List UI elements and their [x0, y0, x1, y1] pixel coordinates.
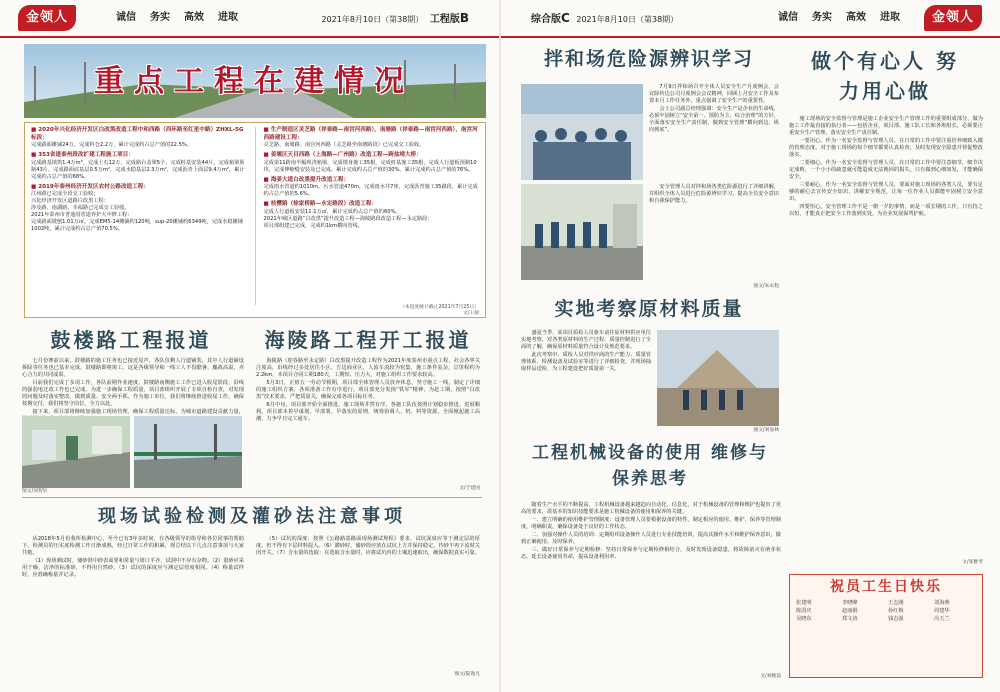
- project-item: ■ 2019年泰州经济开发区农村公路改造工程： 江州路已完成全段交工验收； 兴化经济开发区道路白改黑工程： 涉及路、南湖路、幸福路已完成交工验收。 2021年泰州市普通国省道养护大中修工程： 完成路面铣刨1.01万㎡，完成EM5-14摊铺约120吨，sup-20摊铺约6349吨，完成水稳摊铺1002吨，累计完成约占总产值70.5%。: [31, 184, 247, 234]
- project-line: 灵芝路、南塘路、南宫河西路（灵芝路至南塘路段）已完成交工验收。: [263, 142, 425, 149]
- section-letter: C: [561, 10, 570, 25]
- article3-title: 现场试验检测及灌砂法注意事项: [98, 505, 406, 527]
- article3-title-bar: [519, 294, 779, 326]
- birthday-name: 吴晓东: [796, 615, 812, 622]
- paragraph: 四要恒心。安全管理工作不是一朝一夕的事情，而是一项长期的工作，只有持之以恒，才能真正把安全工作落到实处，为企业发展保驾护航。: [789, 204, 983, 218]
- page-c: [501, 0, 1000, 692]
- date-issue: 2021年8月10日（第38期）: [576, 14, 679, 24]
- birthday-name: 郑文涛: [842, 615, 858, 622]
- article2-title-bar: [256, 324, 480, 356]
- projects-right-col: [264, 127, 480, 305]
- paragraph: 从2018年5月份我所检测中心，至今已有3年多时间，在各级领导的指导和各位同事的帮助下，检测员的压实度检测工作日渐成熟，经过日常工作的积累，现总结以下几点注意事项与大家共勉。: [22, 536, 244, 557]
- paragraph: 6月中旬，项目部开始全面推进，施工现场井然有序，各施工队伍按照计划稳步推进，进展顺利。项目部本着早谋划、早部署、早落实的原则，统筹协调人、机、料等资源，全面掀起施工高潮，力争早日完工通车。: [256, 402, 480, 423]
- paragraph: 接下来，项目部将继续加强施工现场管理，确保工程质量达标，为城市道路建设贡献力量，: [32, 409, 244, 416]
- project-item: ■ 生产制造区灵芝路（祥泰路—南宫河西路），南塘路（祥泰路—南宫河西路），南宫河西路建设工程： 灵芝路、南塘路、南宫河西路（灵芝路至南塘路段）已完成交工验收。: [263, 127, 478, 149]
- birthday-name: 张建明: [796, 599, 812, 606]
- projects-left-col: [31, 127, 247, 305]
- project-line: 江州路已完成全段交工验收；: [31, 191, 99, 198]
- paragraph: 施工现场的安全监督与管理是施工企业安全生产管理工作的重要组成部分，做为施工工作最直接的执行者——包括企业、项目部、施工队工长和各班组长，必须要注重安全生产管理，落实安全生产责任制。: [789, 116, 983, 137]
- article1-photo-credit: 图文/刘智轩: [22, 489, 48, 494]
- birthday-name: 周建华: [934, 607, 950, 614]
- banner: [24, 44, 486, 118]
- article1-photo: [521, 84, 643, 180]
- article1-photo-1: [22, 416, 130, 488]
- article1-photo-2: [521, 184, 643, 280]
- article3-credit: 图文/刘加林: [753, 428, 779, 433]
- motto-item: 务实: [811, 12, 832, 24]
- date-issue: 2021年8月10日（第38期）: [321, 14, 424, 24]
- paragraph: 5月3日，正值五一劳动节假期，项目部全体管理人员放弃休息，坚守施工一线，制定了详细的施工组织方案，各项准备工作有序进行。项目部充分发扬“铁军”精神，为赶工期，按照“白改黑”技术要求，严把质量关，确保完成各项目标任务。: [256, 380, 480, 401]
- birthday-title: 祝员工生日快乐: [830, 579, 942, 595]
- article2-credit: 文/张雅琴: [962, 560, 983, 565]
- paragraph: （1）现场测试时，储砂筒中砂表面要和常量与筒口平齐，试洞中不应有杂物。（2）量砂应采用干燥、洁净的标准砂，不得用自然砂。（3）试坑的深度应与测定层厚度相同。（4）称量试样时，应准确称量并记录。: [22, 558, 244, 579]
- birthday-name: 刘海燕: [934, 599, 950, 606]
- article1-title: 鼓楼路工程报道: [50, 327, 212, 352]
- article4-title: 工程机械设备的使用 维修与保养思考: [532, 443, 768, 489]
- article3-body-left: [22, 536, 244, 676]
- birthday-name: 冯玉兰: [934, 615, 950, 622]
- birthday-name: 陈国庆: [796, 607, 812, 614]
- project-line: 完成人行道板安装11.1万㎡，累计完成约占总产值的60%。: [263, 208, 401, 215]
- project-line: 兴化经济开发区道路白改黑工程：: [31, 198, 109, 205]
- article1-body-2: [649, 184, 779, 280]
- masthead-left: [0, 0, 499, 38]
- article1-body: [22, 358, 244, 414]
- project-title: 2019年泰州经济开发区农村公路改造工程：: [38, 183, 149, 190]
- motto: [116, 11, 238, 25]
- project-item: ■ 2020年兴化经济开发区白改黑改造工程中和西路（西环路至红星中路）ZHXL-5G标段： 完成路面摊铺24万，完成料仓2.2万，累计完成约占总产值的22.5%。: [31, 127, 247, 149]
- motto-item: 进取: [218, 12, 239, 24]
- project-title: 生产制造区灵芝路（祥泰路—南宫河西路），南塘路（祥泰路—南宫河西路），南宫河西路建设工程：: [263, 127, 478, 141]
- article3-title: 实地考察原材料质量: [554, 298, 744, 321]
- birthday-name: 孙红梅: [888, 607, 904, 614]
- article1-credit: 图文/朱永程: [753, 284, 779, 289]
- project-line: 完成路面摊铺24万，完成料仓2.2万，累计完成约占总产值的22.5%。: [31, 142, 193, 149]
- birthday-names: [790, 597, 982, 626]
- article3-photo: [657, 330, 779, 426]
- birthday-name: 钱志强: [888, 615, 904, 622]
- article2-title: 海陵路工程开工报道: [264, 327, 472, 352]
- motto-item: 诚信: [116, 12, 137, 24]
- paragraph: （5）试坑的深度：按照《公路路基路面现场测试规程》要求，试坑深度应等于测定层的厚度，但不得有下层材料混入。（6）灌砂时，储砂筒应放在试坑上方并保持稳定，待砂不再下流时关闭开关。（7）含水量的选取：在选取含水量时，应将试坑内的土壤迅速取出，确保数据真实可靠。: [256, 536, 480, 557]
- article1-title-bar: [20, 324, 242, 356]
- article2-body: [256, 358, 480, 484]
- article3-body: [521, 330, 651, 426]
- article3-credit: 图文/陆逸凡: [454, 672, 480, 677]
- article4-body: [521, 502, 781, 672]
- project-title: 2020年兴化经济开发区白改黑改造工程中和西路（西环路至红星中路）ZHXL-5G标段：: [31, 127, 244, 141]
- project-title: 海姜大道白改黑提升改造工程：: [270, 176, 350, 183]
- edition-info: [321, 10, 469, 27]
- paragraph: 三要耐心。作为一名安全监督与管理人员，要面对施工现场的各类人员，要有足够的耐心去宣传安全知识、讲解安全规范，让每一位作业人员都能牢固树立安全意识。: [789, 182, 983, 203]
- motto-item: 高效: [845, 12, 866, 24]
- paragraph: 会上公司副总经理强调：安全生产是企业的生命线，必须牢固树立“安全第一、预防为主、综合治理”的方针，全面落实安全生产责任制，做到安全管理“横向到边、纵向到底”。: [649, 106, 779, 134]
- project-title: 姜堰区天目西路（上海路—广州路）改造工程—跨盐靖大桥：: [270, 152, 422, 159]
- motto: [778, 11, 900, 25]
- article2-title: 做个有心人 努力用心做: [811, 49, 959, 103]
- article1-photo-2: [134, 416, 242, 488]
- birthday-name: 王志刚: [888, 599, 904, 606]
- project-item: ■ 姜堰区天目西路（上海路—广州路）改造工程—跨盐靖大桥： 完成第11跨南半幅现浇箱梁，完成墩身施工35根，完成桩基施工35根，完成人行道板预制10块，完成伸缩缝安装及已完成，累计完成约占总产值的30%。累计完成约占总产值的76%。: [264, 152, 480, 174]
- paragraph: 盛夏当季，某项目质检人员驱车前往原材料供应单位实地考察，对各类原材料的生产过程、质量控制进行了全面的了解，确保原材料质量符合设计及规范要求。: [521, 330, 651, 351]
- article3-title-bar: [22, 502, 482, 532]
- article2-title-block: [787, 46, 983, 112]
- article4-credit: 文/刘婉茹: [760, 674, 781, 679]
- birthday-box: [789, 574, 983, 678]
- paragraph: 二、加强对操作人员的培训：定期组织设备操作人员进行专业技能培训，提高其操作水平和维护保养意识，做到正确使用、及时保养。: [521, 532, 781, 546]
- paragraph: 目前我们完成了多项工作，各队前期作业速度，鼓楼路南侧施工工作已进入收尾阶段，沿线的强弱电迁改工作也已完成。为进一步确保工程质量，项目部组织开展了专项自检自查，对发现的问题及时落实整改，做到质量、安全两手抓。作为施工单位，我们将继续推进收尾工作，确保按期交付，我们将坚守岗位，全力以赴。: [22, 380, 244, 408]
- birthday-name: 李晓峰: [842, 599, 858, 606]
- projects-credit: 文/王骏: [462, 311, 479, 317]
- paragraph: 三、做好日常保养与定期检修：坚持日常保养与定期检修相结合，及时发现设备隐患，将故障消灭在萌芽状态，延长设备使用寿命，提高设备利用率。: [521, 547, 781, 561]
- paragraph: 安全管理人员对拌和场各类危险源进行了详细讲解，并组织全体人员进行危险源辨识学习，提高全员安全意识和自我保护能力。: [649, 184, 779, 205]
- motto-item: 务实: [150, 12, 171, 24]
- paragraph: 随着生产水平的不断提高，工程机械设备越来越趋向自动化、信息化，对于机械设备的管理和维护也提出了更高的要求，故基本的知识技能要求是施工机械设备的使用和保养的关键。: [521, 502, 781, 516]
- article4-title-block: [519, 440, 781, 496]
- logo: 金领人: [924, 5, 982, 31]
- project-item: ■ 353省道泰州段改扩建工程施工项目： 完成路基填筑1.4万m³，完成土石12万，完成路台盖梁5个，完成桩基安装44片，完成箱梁预制43片，完成路面底基层0.5万m²，完成水稳基层2.3万m²，完成沥青上面层9.4万m²，累计完成约占总产值的68%。: [31, 152, 245, 180]
- paragraph: 海陵路（迎春路至永定路）白改黑提升改造工程作为2021年度泰州市重点工程，社会各界关注度高，沿线经过多处居住小区、方边商业区，人流车流较为密集，施工条件复杂，总里程约为2.2km，本项目合同工期180天，工期短、压力大，对施工组织工作要求较高。: [256, 358, 480, 379]
- divider: [22, 497, 482, 498]
- article2-credit: 文/于建国: [459, 486, 480, 491]
- project-title: 353省道泰州段改扩建工程施工项目：: [38, 152, 134, 159]
- projects-box: [24, 122, 486, 318]
- birthday-name: 赵丽娟: [842, 607, 858, 614]
- paragraph: 一、建立明确的使用维护管理制度：设备管理人员要根据设备的特性，制定相应的使用、维护、保养等管理制度，明确职责，确保设备处于良好的工作状态。: [521, 517, 781, 531]
- motto-item: 高效: [184, 12, 205, 24]
- masthead-right: [501, 0, 1000, 38]
- banner-title: 重点工程在建情况: [94, 64, 414, 99]
- paragraph: 二要细心。作为一名安全监督与管理人员，在日常的工作中要注意细节，细节决定成败，一个小小的疏忽就可能造成无法挽回的损失，只有做到心细如发，才能确保安全。: [789, 160, 983, 181]
- paragraph: 一要用心。作为一名安全监督与管理人员，在日常的工作中要注重培养细致入微的管理态度，对于施工现场的每个细节都要认真检查，及时发现安全隐患并督促整改落实。: [789, 138, 983, 159]
- project-line: 2021年泰州市普通国省道养护大中修工程：: [31, 212, 133, 219]
- motto-item: 诚信: [777, 12, 798, 24]
- project-line: 完成第11跨南半幅现浇箱梁，完成墩身施工35根，完成桩基施工35根，完成人行道板预制10块，完成伸缩缝安装及已完成，累计完成约占总产值的30%。累计完成约占总产值的76%。: [263, 159, 477, 173]
- project-line: 完成雨水管道约1010m，污水管道470m，完成雨水井7座，完成沥青施工35路段，累计完成约占总产值的5.6%。: [263, 184, 478, 198]
- project-line: 涉及路、南湖路、幸福路已完成交工验收。: [31, 205, 130, 212]
- page-b: [0, 0, 499, 692]
- article2-body: [789, 116, 983, 556]
- paragraph: 七月份赛前以来，鼓楼路的施工任务也已接近尾声，各队仅剩人行道铺装，其中人行道铺设拆除等任务也已基本完成，鼓楼路即将竣工。这是各级领导和一线工人不畏酷暑、鏖战高温，齐心合力的共同成果。: [22, 358, 244, 379]
- projects-note: （本进度统计截止2021年7月25日）: [400, 305, 479, 310]
- paragraph: 7月9日拌和场召开全体人员安全生产月度例会，会议除传达公司月度例会会议精神，回顾上月安全工作及布置本月工作任务外，重点强调了安全生产的重要性。: [649, 84, 779, 105]
- section-label: 综合版: [531, 13, 561, 25]
- article1-title-bar: [519, 44, 779, 76]
- project-line: 项目部组建已完成，完成约1km横向管线。: [263, 222, 364, 229]
- article3-body-right: [256, 536, 480, 670]
- logo: 金领人: [18, 5, 76, 31]
- project-line: 完成路面铣刨1.01万㎡，完成EM5-14摊铺约120吨，sup-20摊铺约6349吨，完成水稳摊铺1002吨，累计完成约占总产值70.5%。: [31, 219, 243, 233]
- project-line: 完成路基填筑1.4万m³，完成土石12万，完成路台盖梁5个，完成桩基安装44片，完成箱梁预制43片，完成路面底基层0.5万m²，完成水稳基层2.3万m²，完成沥青上面层9.4万m²，累计完成约占总产值的68%。: [31, 159, 245, 180]
- article1-title: 拌和场危险源辨识学习: [543, 48, 754, 71]
- project-item: ■ 枝樱路（徐家桥路—永定路段）改造工程： 完成人行道板安装11.1万㎡，累计完成约占总产值的60%。 2021年城区道路“白改黑”提升改造工程—海陵路段改造工程—永定路段： 项目部组建已完成，完成约1km横向管线。: [264, 201, 480, 230]
- motto-item: 进取: [879, 12, 900, 24]
- section-letter: B: [459, 10, 469, 25]
- article1-body: [649, 84, 779, 180]
- paragraph: 此次考察中，质检人员对供应商的生产能力、质量管理体系、检测设备及试验室等进行了详细检查，并现场抽取样品送检，为工程建设把好质量第一关。: [521, 352, 651, 373]
- project-line: 2021年城区道路“白改黑”提升改造工程—海陵路段改造工程—永定路段：: [263, 215, 433, 222]
- project-title: 枝樱路（徐家桥路—永定路段）改造工程：: [270, 201, 378, 208]
- section-label: 工程版: [429, 13, 460, 25]
- edition-info: [531, 10, 678, 27]
- project-item: ■ 海姜大道白改黑提升改造工程： 完成雨水管道约1010m，污水管道470m，完成雨水井7座，完成沥青施工35路段，累计完成约占总产值的5.6%。: [263, 176, 478, 198]
